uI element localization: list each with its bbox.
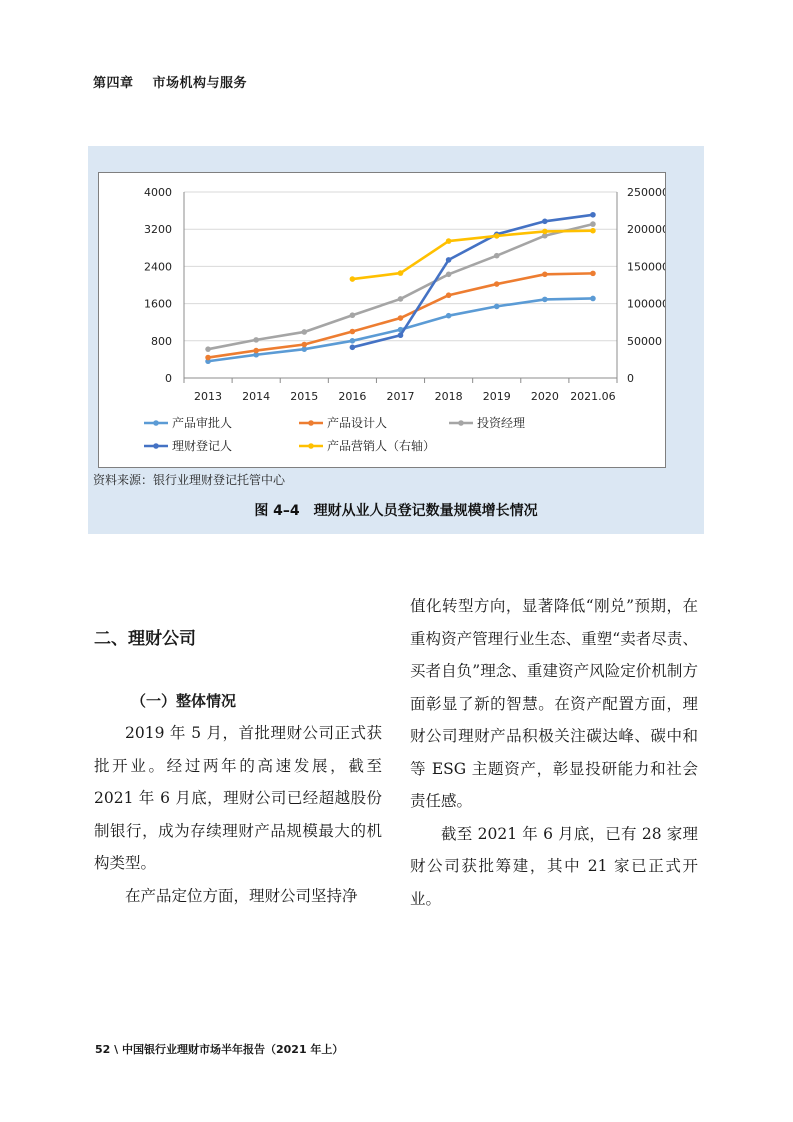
chapter-title: 市场机构与服务 (152, 76, 248, 91)
data-point (350, 338, 356, 344)
figure-source: 资料来源：银行业理财登记托管中心 (93, 473, 286, 487)
legend-label: 产品审批人 (172, 416, 233, 430)
data-point (350, 329, 356, 335)
data-point (253, 337, 259, 343)
data-point (494, 304, 500, 310)
running-header (93, 72, 247, 91)
legend-marker (153, 420, 159, 426)
data-point (494, 281, 500, 287)
data-point (398, 296, 404, 302)
data-point (205, 355, 211, 361)
y-left-tick-label: 2400 (144, 260, 172, 274)
x-tick-label: 2014 (242, 390, 271, 403)
chart-frame (98, 172, 666, 468)
line-chart (99, 173, 665, 467)
figure-panel (88, 146, 704, 534)
data-point (542, 297, 548, 303)
data-point (446, 238, 452, 244)
x-tick-label: 2016 (338, 390, 367, 403)
y-left-tick-label: 3200 (144, 223, 172, 237)
data-point (350, 312, 356, 318)
x-tick-label: 2017 (386, 390, 415, 403)
x-tick-label: 2018 (434, 390, 463, 403)
y-left-tick-label: 0 (165, 372, 172, 385)
legend-label: 产品营销人（右轴） (327, 439, 436, 453)
y-right-tick-label: 250000 (627, 186, 665, 199)
legend-label: 投资经理 (477, 416, 526, 430)
chapter-number: 第四章 (93, 76, 134, 91)
y-left-tick-label: 800 (151, 334, 172, 348)
legend-marker (153, 443, 159, 449)
paragraph: 截至 2021 年 6 月底，已有 28 家理财公司获批筹建，其中 21 家已正式开业。 (410, 824, 698, 908)
y-right-tick-label: 50000 (627, 334, 662, 348)
x-tick-label: 2013 (194, 390, 223, 403)
data-point (350, 276, 356, 282)
series-line (352, 231, 593, 279)
data-point (350, 345, 356, 351)
data-point (301, 329, 307, 335)
data-point (446, 257, 452, 263)
page-footer: 52 \ 中国银行业理财市场半年报告（2021 年上） (95, 1043, 344, 1056)
y-right-tick-label: 100000 (627, 297, 665, 311)
data-point (542, 218, 548, 224)
data-point (494, 233, 500, 239)
data-point (446, 272, 452, 278)
paragraph: 在产品定位方面，理财公司坚持净 (125, 886, 358, 905)
data-point (446, 313, 452, 319)
data-point (590, 271, 596, 277)
data-point (590, 228, 596, 234)
paragraph: 2019 年 5 月，首批理财公司正式获批开业。经过两年的高速发展，截至 2021 年 6 月底，理财公司已经超越股份制银行，成为存续理财产品规模最大的机构类型。 (94, 724, 382, 872)
y-left-tick-label: 4000 (144, 186, 172, 199)
legend-label: 理财登记人 (172, 439, 233, 453)
data-point (542, 272, 548, 278)
data-point (253, 348, 259, 354)
y-right-tick-label: 0 (627, 372, 634, 385)
section-title: 二、理财公司 (94, 629, 196, 649)
series-line (352, 215, 593, 348)
data-point (205, 346, 211, 352)
data-point (398, 332, 404, 338)
paragraph: 值化转型方向，显著降低“刚兑”预期，在重构资产管理行业生态、重塑“卖者尽责、买者自负”理念、重建资产风险定价机制方面彰显了新的智慧。在资产配置方面，理财公司理财产品积极关注碳达峰、碳中和等 ESG 主题资产，彰显投研能力和社会责任感。 (410, 597, 698, 810)
body-column-left (94, 717, 382, 912)
subsection-title: （一）整体情况 (131, 692, 237, 710)
data-point (590, 296, 596, 302)
y-right-tick-label: 200000 (627, 223, 665, 237)
data-point (542, 229, 548, 235)
figure-caption: 图 4–4 理财从业人员登记数量规模增长情况 (254, 503, 538, 519)
legend-label: 产品设计人 (327, 416, 388, 430)
data-point (590, 212, 596, 218)
data-point (446, 292, 452, 298)
data-point (590, 221, 596, 227)
x-tick-label: 2019 (482, 390, 511, 403)
legend-marker (308, 420, 314, 426)
x-tick-label: 2021.06 (570, 390, 616, 403)
data-point (398, 270, 404, 276)
data-point (398, 315, 404, 321)
data-point (301, 342, 307, 348)
x-tick-label: 2020 (530, 390, 559, 403)
body-column-right (410, 590, 698, 915)
y-right-tick-label: 150000 (627, 260, 665, 274)
legend-marker (458, 420, 464, 426)
y-left-tick-label: 1600 (144, 297, 172, 311)
x-tick-label: 2015 (290, 390, 319, 403)
data-point (494, 253, 500, 259)
legend-marker (308, 443, 314, 449)
